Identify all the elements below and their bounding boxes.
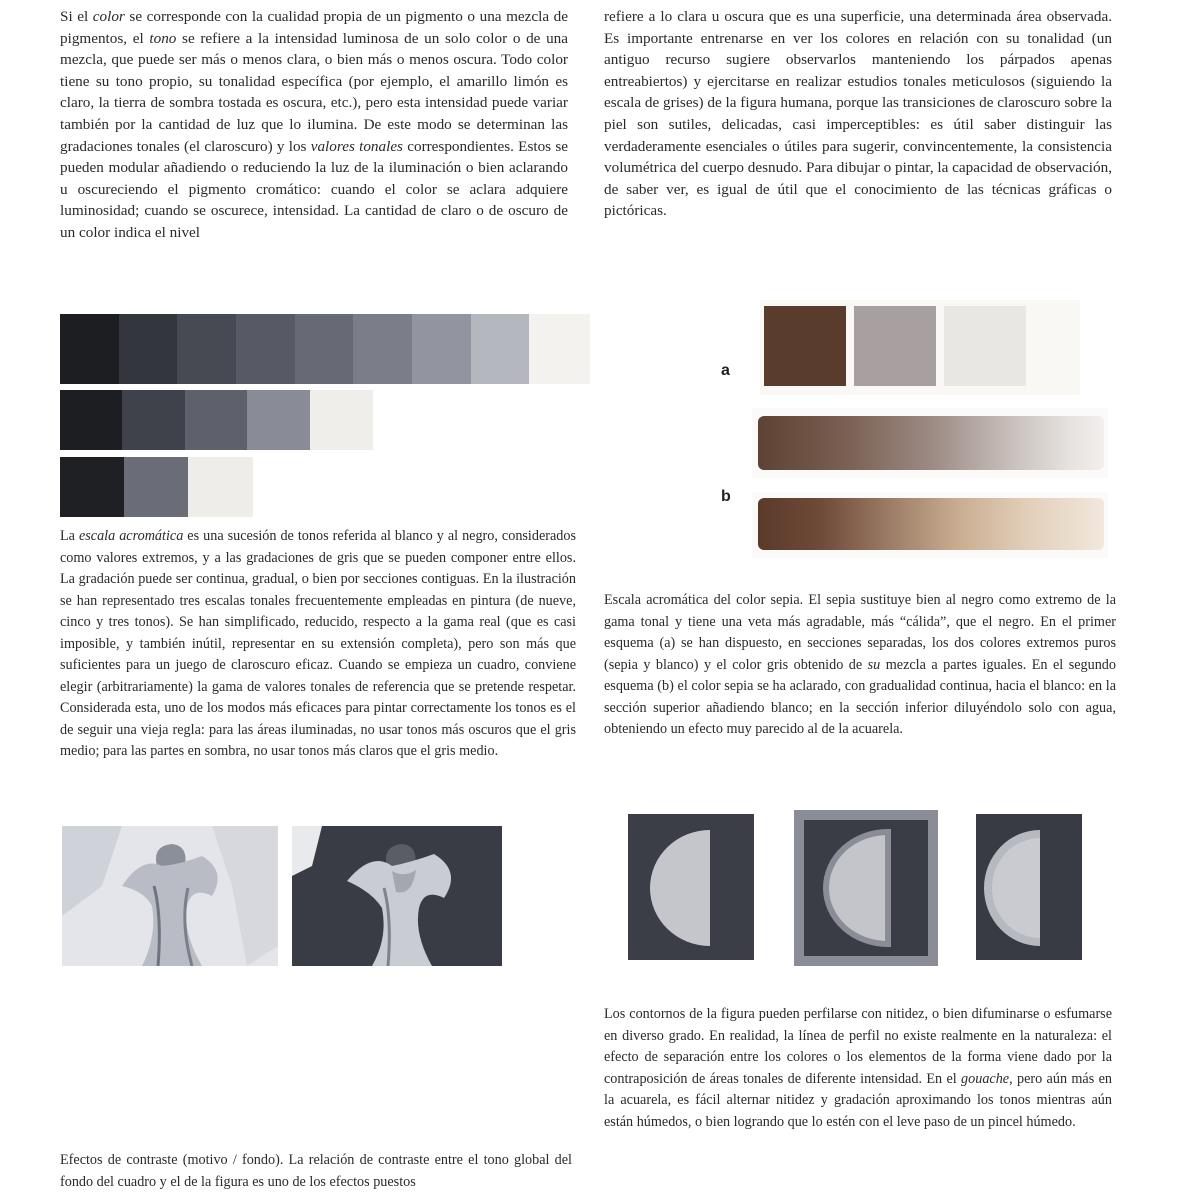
label-b: b [721,488,731,505]
contour-study-sharp [626,812,756,962]
half-disc-blurred [974,812,1084,962]
tone-swatch [188,457,253,517]
sepia-gradient-white [752,408,1108,478]
tone-swatch [247,390,310,450]
tone-swatch [471,314,531,384]
tone-scale-three [60,457,252,517]
tone-scale-nine [60,314,588,384]
caption-achromatic-scale: La escala acromática es una sucesión de tonos referida al blanco y al negro, considerados como valores extremos, y a las gradaciones de gris que se pueden componer entre ellos. La gradación puede ser continua, gradual, o bien por secciones contiguas. En la ilustración se han representado tres escalas tonales frecuentemente empleadas en pintura (de nueve, cinco y tres tonos). Se han simplificado, reducido, respecto a la gama real (que es casi imposible, y también inútil, representar en su extensión completa), pero son más que suficientes para un juego de claroscuro eficaz. Cuando se empieza un cuadro, conviene elegir (arbitrariamente) la gama de valores tonales de referencia que se pretende respetar. Considerada esta, uno de los modos más eficaces para pintar correctamente los tonos es el de seguir una vieja regla: para las áreas iluminadas, no usar tonos más oscuros que el gris medio; para las partes en sombra, no usar tonos más claros que el gris medio. [60,528,576,759]
tone-swatch [353,314,413,384]
half-disc-sharp [626,812,756,962]
figure-light-background [62,826,278,966]
tone-swatch [185,390,248,450]
tone-swatch [295,314,355,384]
figure-light-illustration [62,826,278,966]
tone-swatch [177,314,237,384]
intro-paragraph: Si el color se corresponde con la cualidad propia de un pigmento o una mezcla de pigmentos, el tono se refiere a la intensidad luminosa de un solo color o de una mezcla, que puede ser más o menos clara, o bien más o menos oscura. Todo color tiene su tono propio, su tonalidad específica (por ejemplo, el amarillo limón es claro, la tierra de sombra tostada es oscura, etc.), pero esta intensidad puede variar también por la cantidad de luz que lo ilumina. De este modo se determinan las gradaciones tonales (el claroscuro) y los valores tonales correspondientes. Estos se pueden modular añadiendo o reduciendo la luz de la iluminación o bien aclarando u oscureciendo el pigmento cromático: cuando el color se aclara adquiere luminosidad; cuando se oscurece, intensidad. La cantidad de claro o de oscuro de un color indica el nivel [60,8,568,241]
sepia-gradient-water [752,492,1108,558]
sepia-gradient-water-band [758,498,1104,550]
tone-swatch [529,314,589,384]
tone-scale-five [60,390,372,450]
caption-contours: Los contornos de la figura pueden perfilarse con nitidez, o bien difuminarse o esfumarse en diverso grado. En realidad, la línea de perfil no existe realmente en la naturaleza: el efecto de separación entre los colores o los elementos de la forma viene dado por la contraposición de áreas tonales de diferente intensidad. En el gouache, pero aún más en la acuarela, es fácil alternar nitidez y gradación aproximando los tonos mientras aún están húmedos, o bien logrando que lo estén con el leve paso de un pincel húmedo. [604,1006,1112,1130]
sepia-swatch [944,306,1026,386]
sepia-swatch [764,306,846,386]
contour-study-blurred [974,812,1084,962]
right-intro-paragraph: refiere a lo clara u oscura que es una superficie, una determinada área observada. Es importante entrenarse en ver los colores en relación con su tonalidad (un antiguo recurso sugiere observarlos manteniendo los párpados apenas entreabiertos) y ejercitarse en realizar estudios tonales meticulosos (siguiendo la escala de grises) de la figura humana, porque las transiciones de claroscuro sobre la piel son sutiles, delicadas, casi imperceptibles: es útil saber distinguir las verdaderamente esenciales o útiles para sugerir, convincentemente, la consistencia volumétrica del cuerpo desnudo. Para dibujar o pintar, la capacidad de observación, de saber ver, es igual de útil que el conocimiento de las técnicas gráficas o pictóricas. [604,8,1112,220]
label-a: a [721,362,730,379]
figure-dark-illustration [292,826,502,966]
tone-swatch [60,314,120,384]
tone-swatch [122,390,185,450]
tone-swatch [124,457,189,517]
half-disc-soft [794,810,938,966]
tone-swatch [60,457,125,517]
sepia-swatch [854,306,936,386]
tone-swatch [119,314,179,384]
caption-figure-contrast: Efectos de contraste (motivo / fondo). La relación de contraste entre el tono global del fondo del cuadro y el de la figura es uno de los efectos puestos [60,1152,572,1190]
caption-sepia-scale: Escala acromática del color sepia. El sepia sustituye bien al negro como extremo de la gama tonal y tiene una veta más agradable, más “cálida”, que el negro. En el primer esquema (a) se han dispuesto, en secciones separadas, los dos colores extremos puros (sepia y blanco) y el color gris obtenido de su mezcla a partes iguales. En el segundo esquema (b) el color sepia se ha aclarado, con gradualidad continua, hacia el blanco: en la sección superior añadiendo blanco; en la sección inferior diluyéndolo solo con agua, obteniendo un efecto muy parecido al de la acuarela. [604,592,1116,737]
tone-swatch [60,390,123,450]
sepia-gradient-white-band [758,416,1104,470]
tone-swatch [236,314,296,384]
figure-dark-background [292,826,502,966]
tone-swatch [412,314,472,384]
sepia-scale-a [760,300,1080,395]
tone-swatch [310,390,373,450]
contour-study-soft [794,810,938,966]
